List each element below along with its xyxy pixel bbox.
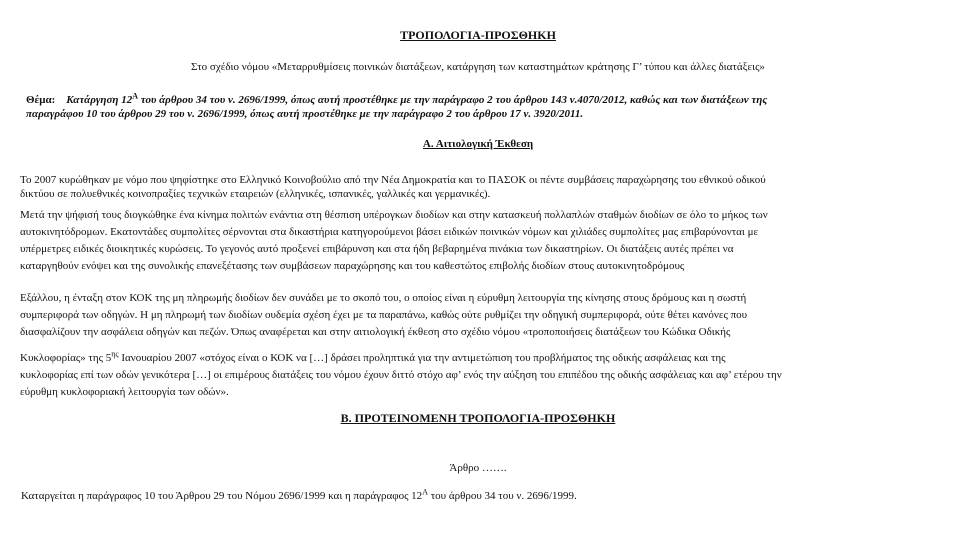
paragraph-line: υπέρμετρες ειδικές διοικητικές κυρώσεις. Το γεγονός αυτό προξενεί επιβάρυνση και στα ήδη βεβαρημένα πινάκια των δικαστηρίων. Οι διατάξεις αυτές πρέπει να: [20, 243, 734, 255]
paragraph-line: εύρυθμη κυκλοφοριακή λειτουργία των οδών».: [20, 386, 229, 398]
section-a-heading: Α. Αιτιολογική Έκθεση: [422, 138, 534, 150]
subject-line1-pre: Κατάργηση 12: [66, 94, 133, 106]
paragraph-3-continued: [20, 350, 940, 401]
paragraph-line: συμπεριφορά των οδηγών. Η μη πληρωμή των διοδίων ουδεμία σχέση έχει με τα παραπάνω, καθώς ούτε ρυθμίζει την οδηγική συμπεριφορά, ούτε θέτει κανόνες που: [20, 309, 748, 321]
document-title: ΤΡΟΠΟΛΟΓΙΑ-ΠΡΟΣΘΗΚΗ: [400, 28, 556, 42]
subject-label: Θέμα:: [26, 94, 56, 106]
paragraph-line: Εξάλλου, η ένταξη στον ΚΟΚ της μη πληρωμής διοδίων δεν συνάδει με το σκοπό του, ο οποίος είναι η εύρυθμη λειτουργία της κίνησης στους δρόμους και η σωστή: [20, 292, 747, 304]
section-b-heading: Β. ΠΡΟΤΕΙΝΟΜΕΝΗ ΤΡΟΠΟΛΟΓΙΑ-ΠΡΟΣΘΗΚΗ: [340, 411, 616, 425]
paragraph-3: [20, 290, 940, 341]
para3b-line1-post: Ιανουαρίου 2007 «στόχος είναι ο ΚΟΚ να […] δράσει προληπτικά για την αντιμετώπιση του προβλήματος της οδικής ασφάλειας και της: [118, 352, 726, 364]
paragraph-2: [20, 207, 940, 275]
subject-line1-post: του άρθρου 34 του ν. 2696/1999, όπως αυτή προστέθηκε με την παράγραφο 2 του άρθρου 143 ν.4070/2012, καθώς και των διατάξεων της: [137, 94, 768, 106]
paragraph-line: διασφαλίζουν την ασφάλεια οδηγών και πεζών. Όπως αναφέρεται και στην αιτιολογική έκθεση στο σχέδιο νόμου «τροποποιήσεις διατάξεων του Κώδικα Οδικής: [20, 326, 731, 338]
final-provision: [21, 489, 577, 503]
subject-line1-sup: Α: [132, 91, 138, 101]
subject-line2: παραγράφου 10 του άρθρου 29 του ν. 2696/1999, όπως αυτή προστέθηκε με την παράγραφο 2 του άρθρου 17 ν. 3920/2011.: [26, 108, 584, 120]
final-post: του άρθρου 34 του ν. 2696/1999.: [427, 490, 577, 502]
paragraph-line: κυκλοφορίας επί των οδών γενικότερα […] οι επιμέρους διατάξεις του νόμου έχουν διττό στόχο αφ’ ενός την αύξηση του επιπέδου της οδικής ασφάλειας και αφ’ ετέρου την: [20, 369, 782, 381]
article-label: Άρθρο …….: [449, 462, 507, 474]
paragraph-1: [20, 172, 940, 203]
paragraph-line: καταργηθούν ενόψει και της συνολικής επανεξέτασης των συμβάσεων παραχώρησης και του καθεστώτος επιβολής διοδίων στους αυτοκινητοδρόμους: [20, 260, 685, 272]
paragraph-line: [20, 350, 940, 367]
document-subtitle: Στο σχέδιο νόμου «Μεταρρυθμίσεις ποινικών διατάξεων, κατάργηση των καταστημάτων κράτησης Γ’ τύπου και άλλες διατάξεις»: [191, 61, 765, 73]
paragraph-line: Το 2007 κυρώθηκαν με νόμο που ψηφίστηκε στο Ελληνικό Κοινοβούλιο από την Νέα Δημοκρατία και το ΠΑΣΟΚ οι πέντε συμβάσεις παραχώρησης του εθνικού οδικού: [20, 174, 766, 186]
para3b-line1-sup: ης: [111, 349, 119, 359]
subject-block: [26, 93, 936, 121]
final-sup: Α: [422, 487, 428, 497]
final-pre: Καταργείται η παράγραφος 10 του Άρθρου 29 του Νόμου 2696/1999 και η παράγραφος 12: [21, 490, 423, 502]
para3b-line1-pre: Κυκλοφορίας» της 5: [20, 352, 112, 364]
paragraph-line: αυτοκινητόδρομων. Εκατοντάδες συμπολίτες σέρνονται στα δικαστήρια κατηγορούμενοι βάσει ειδικών ποινικών νόμων και χιλιάδες συμπολίτες μας επιβαρύνονται με: [20, 226, 759, 238]
paragraph-line: Μετά την ψήφισή τους διογκώθηκε ένα κίνημα πολιτών ενάντια στη θέσπιση υπέρογκων διοδίων και στην κατασκευή πολλαπλών σταθμών διοδίων σε όλο το μήκος των: [20, 209, 768, 221]
paragraph-line: δικτύου σε πολυεθνικές κοινοπραξίες τεχνικών εταιρειών (ελληνικές, ισπανικές, γαλλικές και γερμανικές).: [20, 188, 491, 200]
